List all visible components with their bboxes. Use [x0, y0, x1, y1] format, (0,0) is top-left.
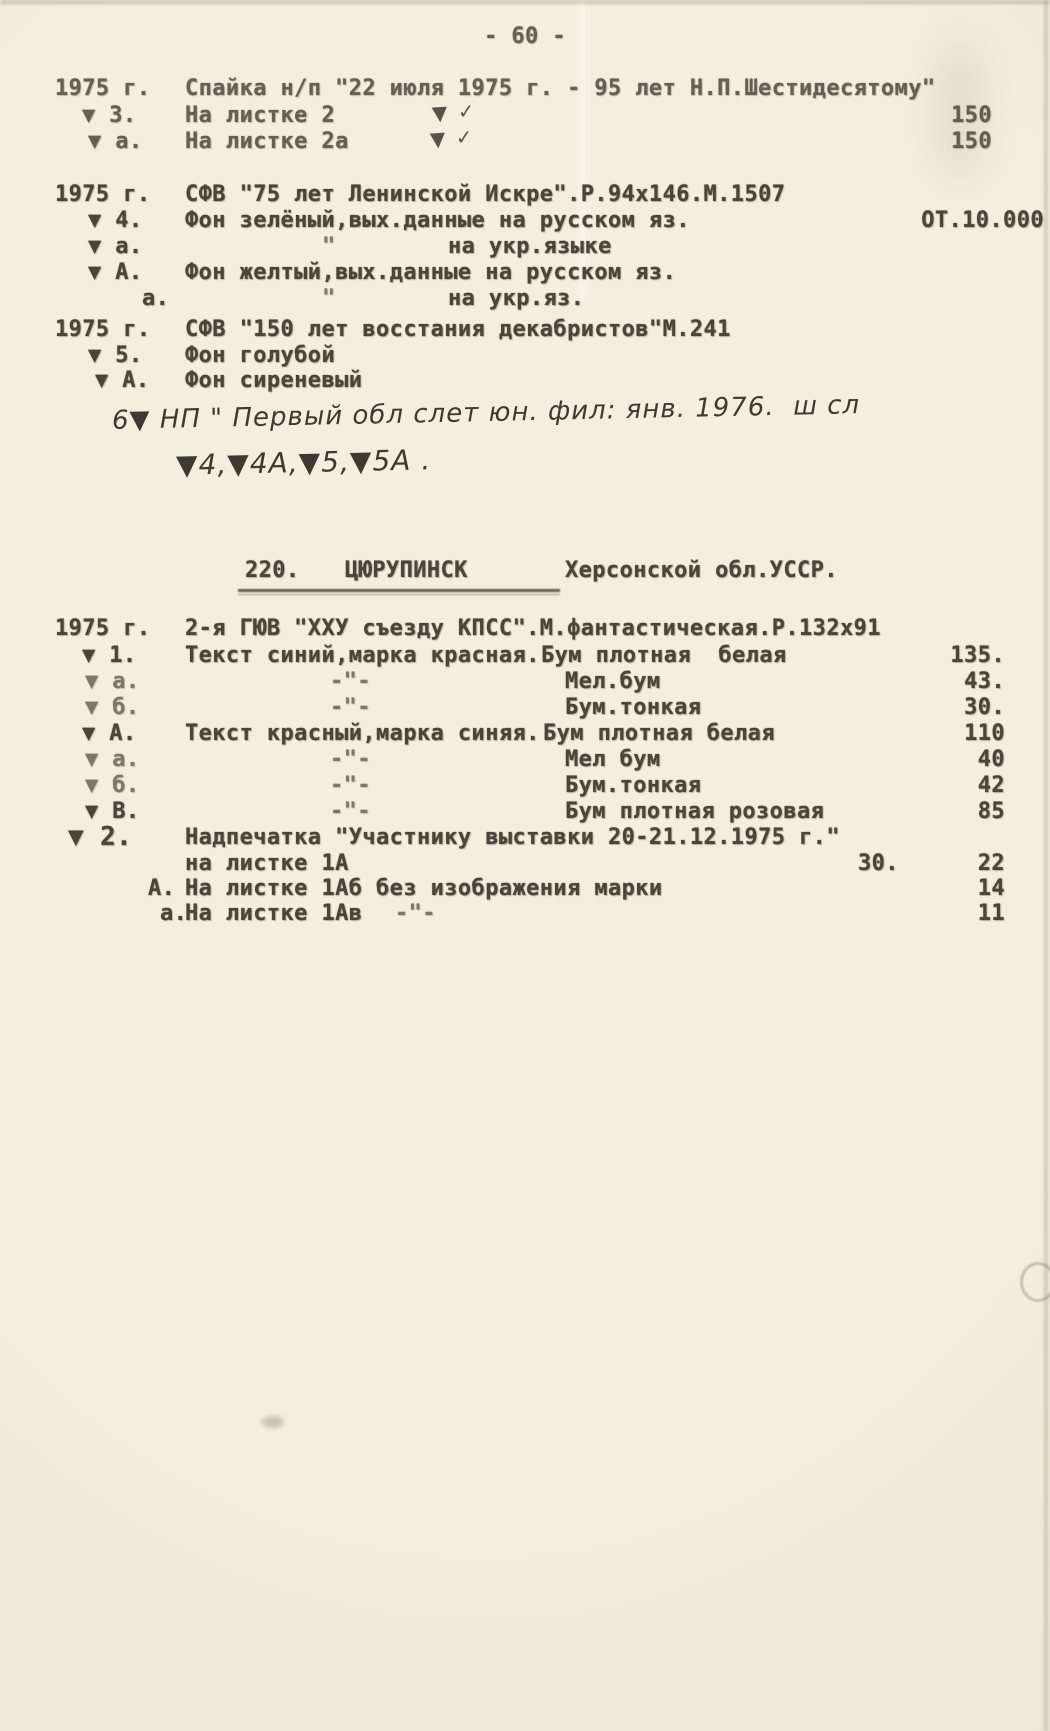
row-desc: Текст красный,марка синяя.	[185, 721, 540, 746]
row-desc: На листке 1Аб без изображения марки	[185, 876, 663, 901]
row-mark: ▼ 2.	[68, 822, 133, 852]
entry-year: 1975 г.	[55, 317, 151, 342]
section-region: Херсонской обл.УССР.	[565, 558, 838, 583]
row-value-mid: 30.	[858, 851, 899, 876]
entry-title: СФВ "75 лет Ленинской Искре".Р.94х146.М.1507	[185, 182, 786, 207]
row-mark: ▼ б.	[85, 773, 140, 798]
row-mark: ▼ а.	[88, 234, 143, 259]
section-name: ЦЮРУПИНСК	[345, 558, 468, 583]
row-value: 150	[951, 103, 992, 128]
row-paper: Бум плотная белая	[543, 721, 775, 746]
row-ditto: -"-	[330, 747, 371, 772]
row-ditto: -"-	[330, 695, 371, 720]
row-desc: Фон зелёный,вых.данные на русском яз.	[185, 208, 690, 233]
row-desc: На листке 2	[185, 103, 336, 128]
row-value: 11	[977, 901, 1005, 926]
row-ditto: -"-	[330, 773, 371, 798]
row-value: 40	[977, 747, 1005, 772]
row-mark: ▼ В.	[85, 799, 140, 824]
row-ditto: "	[322, 286, 336, 311]
row-value: 150	[951, 129, 992, 154]
row-mark: ▼ 1.	[82, 643, 137, 668]
entry-year: 1975 г.	[55, 182, 151, 207]
row-mark: ▼ а.	[88, 129, 143, 154]
handwritten-checkmark: ▼ ✓	[431, 98, 478, 126]
entry-title: 2-я ГЮВ "ХХУ съезду КПСС".М.фантастическая.Р.132х91	[185, 616, 881, 641]
row-mark: а.	[160, 901, 188, 926]
row-desc: Фон голубой	[185, 343, 336, 368]
row-desc: Фон желтый,вых.данные на русском яз.	[185, 260, 677, 285]
row-mark: ▼ 3.	[82, 103, 137, 128]
row-value: 42	[977, 773, 1005, 798]
row-paper: Бум.тонкая	[565, 773, 702, 798]
row-mark: ▼ б.	[85, 695, 140, 720]
row-mark: ▼ а.	[85, 747, 140, 772]
row-mark: ▼ А.	[88, 260, 143, 285]
row-paper: Бум.тонкая	[565, 695, 702, 720]
row-value: 110	[964, 721, 1005, 746]
row-mark: ▼ А.	[82, 721, 137, 746]
row-ditto: -"-	[330, 669, 371, 694]
row-ditto: -"-	[395, 901, 436, 926]
row-desc: Текст синий,марка красная.	[185, 643, 540, 668]
row-mark: ▼ 5.	[88, 343, 143, 368]
row-desc: На листке 1Ав	[185, 901, 363, 926]
entry-title: Спайка н/п "22 июля 1975 г. - 95 лет Н.П.Шестидесятому"	[185, 76, 936, 101]
scan-artifact-ring	[1020, 1262, 1050, 1302]
row-mark: А.	[148, 876, 176, 901]
row-mark: ▼ 4.	[88, 208, 143, 233]
row-value: 14	[977, 876, 1005, 901]
row-mark: ▼ А.	[95, 368, 150, 393]
section-underline	[238, 589, 560, 592]
entry-title: СФВ "150 лет восстания декабристов"М.241	[185, 317, 731, 342]
row-desc: Фон сиреневый	[185, 368, 363, 393]
row-value: ОТ.10.000	[921, 208, 1044, 233]
row-desc: Надпечатка "Участнику выставки 20-21.12.1975 г."	[185, 825, 840, 850]
row-mark: ▼ а.	[85, 669, 140, 694]
row-value: 135.	[950, 643, 1005, 668]
entry-year: 1975 г.	[55, 616, 151, 641]
section-underline-2	[238, 594, 560, 595]
row-desc: на укр.языке	[448, 234, 612, 259]
row-desc: На листке 2а	[185, 129, 349, 154]
row-ditto: -"-	[330, 799, 371, 824]
row-paper: Мел бум	[565, 747, 661, 772]
scan-edge-right	[1044, 0, 1048, 1731]
section-number: 220.	[245, 558, 300, 583]
handwritten-checkmark: ▼ ✓	[429, 124, 476, 152]
row-desc: на листке 1А	[185, 851, 349, 876]
row-desc: на укр.яз.	[448, 286, 585, 311]
row-ditto: "	[322, 234, 336, 259]
row-paper: Мел.бум	[565, 669, 661, 694]
row-value: 43.	[964, 669, 1005, 694]
page-number: - 60 -	[484, 24, 566, 49]
scan-edge-top	[0, 0, 1050, 4]
row-paper: Бум плотная белая	[541, 643, 787, 668]
row-value: 30.	[964, 695, 1005, 720]
handwritten-annotation-line1: 6▼ НП " Первый обл слет юн. фил: янв. 1976. ш сл	[111, 390, 861, 436]
handwritten-annotation-line2: ▼4,▼4А,▼5,▼5А .	[175, 443, 432, 482]
row-paper: Бум плотная розовая	[565, 799, 825, 824]
row-value: 22	[977, 851, 1005, 876]
row-value: 85	[977, 799, 1005, 824]
scan-artifact-smudge	[262, 1416, 284, 1428]
entry-year: 1975 г.	[55, 76, 151, 101]
row-mark: а.	[142, 286, 170, 311]
